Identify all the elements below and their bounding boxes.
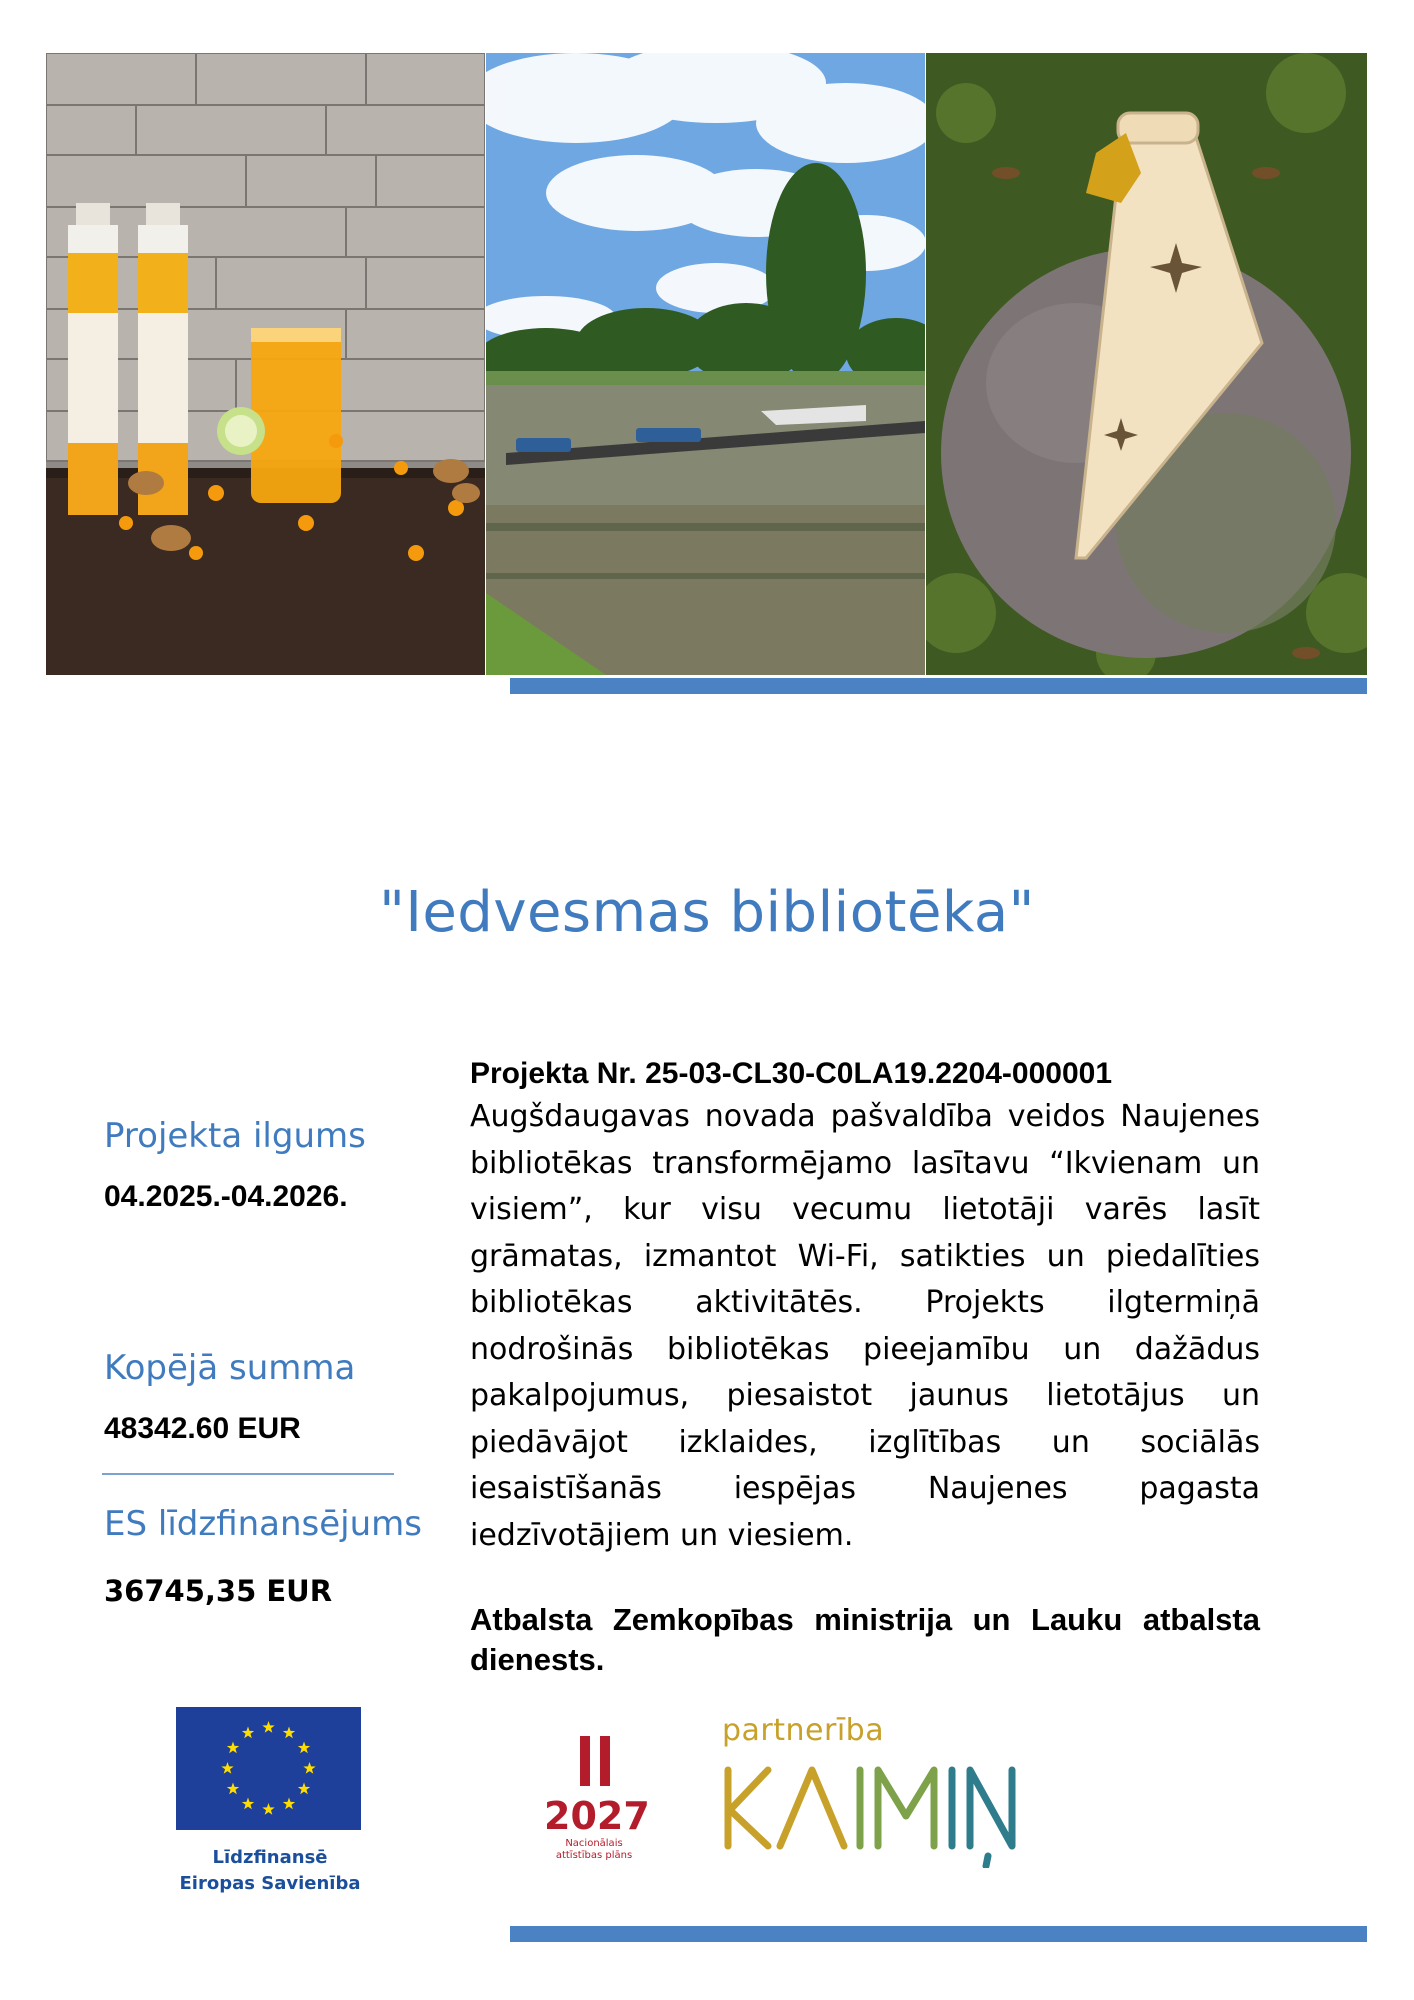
nap-caption-line1: Nacionālais xyxy=(565,1838,623,1849)
eu-caption-line2: Eiropas Savienība xyxy=(179,1873,361,1894)
nap-caption-line2: attīstības plāns xyxy=(555,1850,633,1861)
page-title: "Iedvesmas bibliotēka" xyxy=(379,880,1035,945)
project-number: Projekta Nr. 25-03-CL30-C0LA19.2204-000001 xyxy=(470,1057,1113,1090)
kaimini-logo xyxy=(720,1758,1030,1868)
wooden-kokle-photo xyxy=(926,53,1367,675)
total-sum-value: 48342.60 EUR xyxy=(104,1412,301,1445)
project-description: Augšdaugavas novada pašvaldība veidos Naujenes bibliotēkas transformējamo lasītavu “Ikvienam un visiem”, kur visu vecumu lietotāji varēs lasīt grāmatas, izmantot Wi-Fi, satikties un piedalīties bibliotēkas aktivitātēs. Projekts ilgtermiņā nodrošinās bibliotēkas pieejamību un dažādus pakalpojumus, piesaistot jaunus lietotājus un piedāvājot izklaides, izglītības un sociālās iesaistīšanās iespējas Naujenes pagasta iedzīvotājiem un viesiem. xyxy=(470,1099,1260,1553)
bottom-accent-bar xyxy=(510,1926,1367,1942)
eu-cofinancing-label: ES līdzfinansējums xyxy=(104,1504,423,1544)
nap-caption xyxy=(538,1838,650,1862)
eu-cofinance-caption xyxy=(150,1845,390,1897)
total-sum-label: Kopējā summa xyxy=(104,1348,356,1388)
sidebar-divider xyxy=(102,1473,394,1475)
partnership-word: partnerība xyxy=(722,1713,885,1748)
eu-caption-line1: Līdzfinansē xyxy=(212,1847,328,1868)
support-statement: Atbalsta Zemkopības ministrija un Lauku atbalsta dienests. xyxy=(470,1602,1260,1677)
lake-pier-photo xyxy=(486,53,925,675)
eu-flag-logo xyxy=(176,1707,361,1830)
top-accent-bar xyxy=(510,678,1367,694)
nap-year: 2027 xyxy=(544,1794,650,1838)
juice-bottles-photo xyxy=(46,53,485,675)
eu-cofinancing-value: 36745,35 EUR xyxy=(104,1574,333,1608)
duration-value: 04.2025.-04.2026. xyxy=(104,1180,348,1213)
duration-label: Projekta ilgums xyxy=(104,1116,366,1156)
